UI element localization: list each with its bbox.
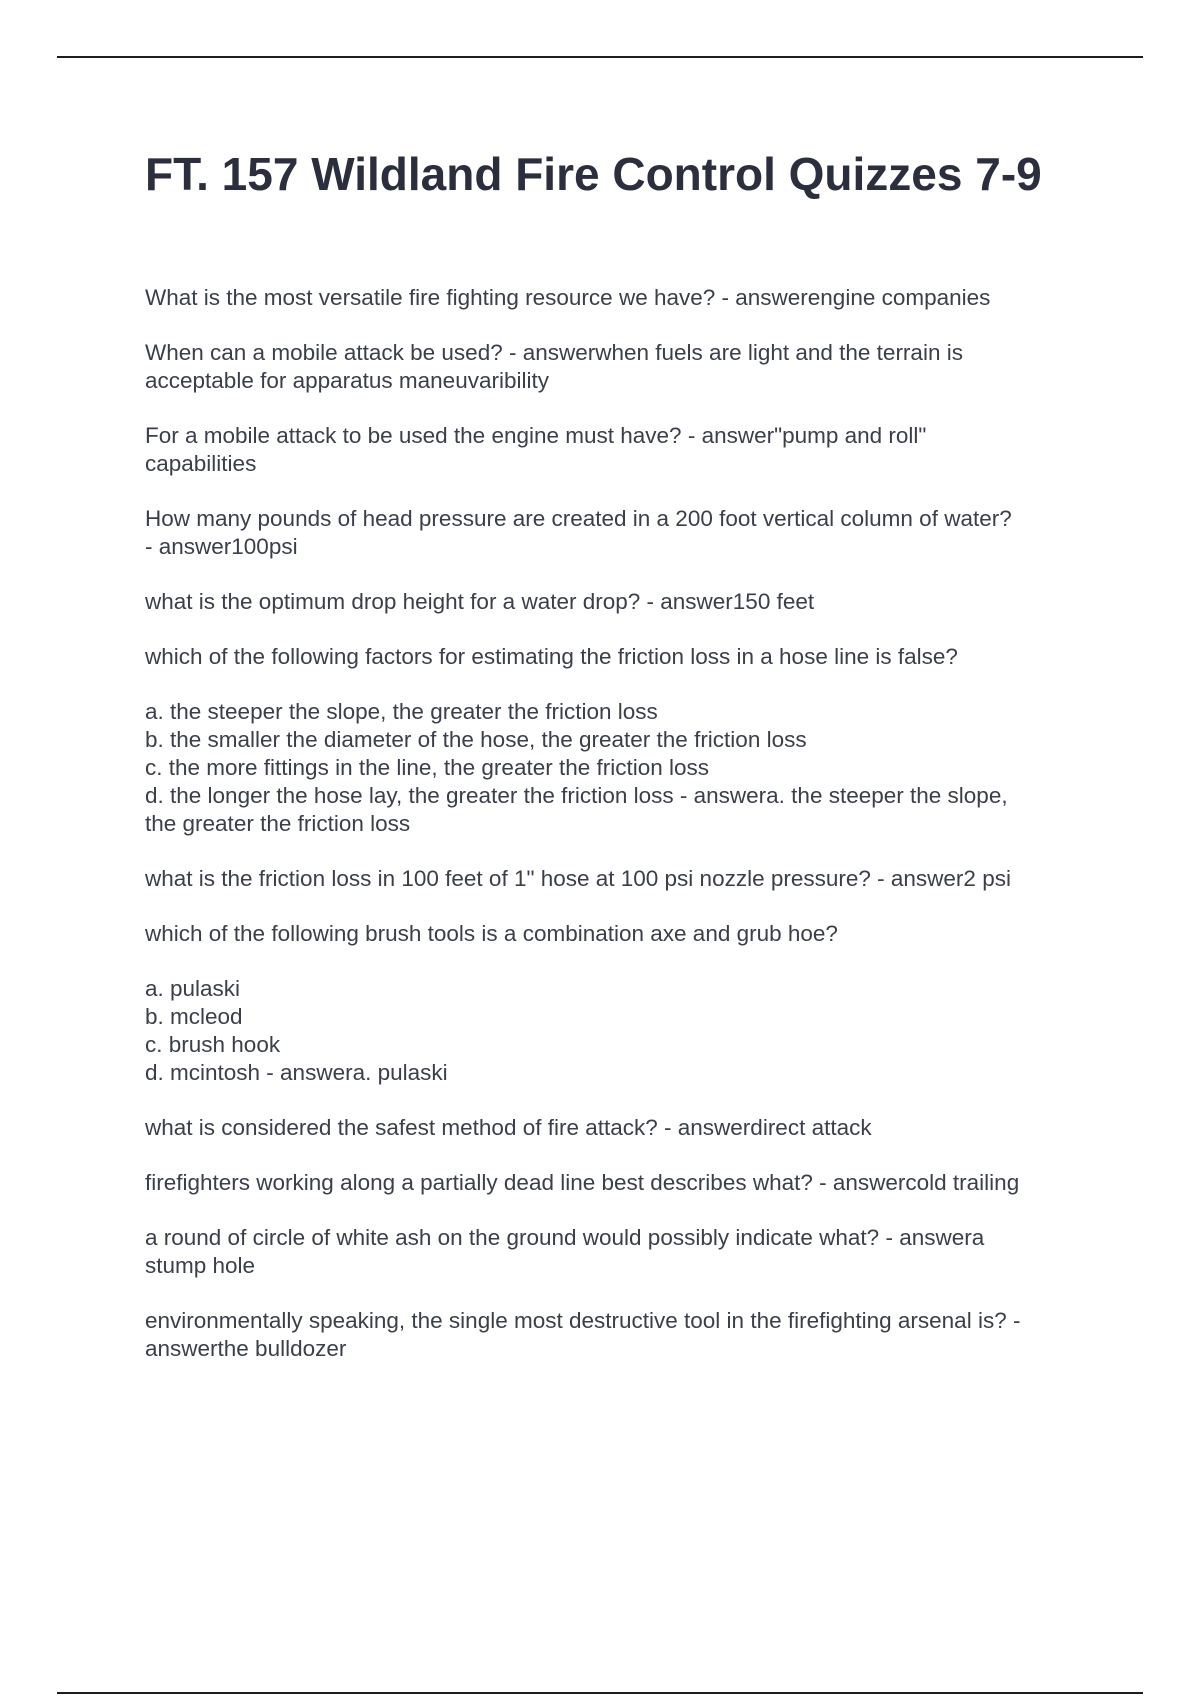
bottom-divider: [57, 1692, 1143, 1694]
quiz-paragraph: what is considered the safest method of fire attack? - answerdirect attack: [145, 1115, 872, 1140]
quiz-paragraph: which of the following brush tools is a combination axe and grub hoe?: [145, 921, 838, 946]
quiz-paragraph: environmentally speaking, the single most destructive tool in the firefighting arsenal is? - answerthe bulldozer: [145, 1308, 1021, 1361]
quiz-options: a. the steeper the slope, the greater the friction loss b. the smaller the diameter of the hose, the greater the friction loss c. the more fittings in the line, the greater the friction loss d. the longer the hose lay, the greater the friction loss - answera. the steeper the slope, the greater the friction loss: [145, 699, 1008, 836]
quiz-paragraph: When can a mobile attack be used? - answerwhen fuels are light and the terrain is acceptable for apparatus maneuvaribility: [145, 340, 963, 393]
quiz-paragraph: what is the friction loss in 100 feet of 1" hose at 100 psi nozzle pressure? - answer2 psi: [145, 866, 1011, 891]
quiz-paragraph: How many pounds of head pressure are created in a 200 foot vertical column of water? - answer100psi: [145, 506, 1012, 559]
quiz-paragraph: a round of circle of white ash on the ground would possibly indicate what? - answera stump hole: [145, 1225, 985, 1278]
quiz-paragraph: which of the following factors for estimating the friction loss in a hose line is false?: [145, 644, 958, 669]
document-title: FT. 157 Wildland Fire Control Quizzes 7-9: [145, 148, 1042, 200]
top-divider: [57, 56, 1143, 58]
quiz-paragraph: What is the most versatile fire fighting resource we have? - answerengine companies: [145, 285, 991, 310]
quiz-paragraph: what is the optimum drop height for a water drop? - answer150 feet: [145, 589, 815, 614]
quiz-paragraph: For a mobile attack to be used the engine must have? - answer"pump and roll" capabilities: [145, 423, 927, 476]
quiz-options: a. pulaski b. mcleod c. brush hook d. mcintosh - answera. pulaski: [145, 976, 448, 1085]
quiz-content: [145, 284, 1090, 1390]
quiz-paragraph: firefighters working along a partially dead line best describes what? - answercold trailing: [145, 1170, 1020, 1195]
